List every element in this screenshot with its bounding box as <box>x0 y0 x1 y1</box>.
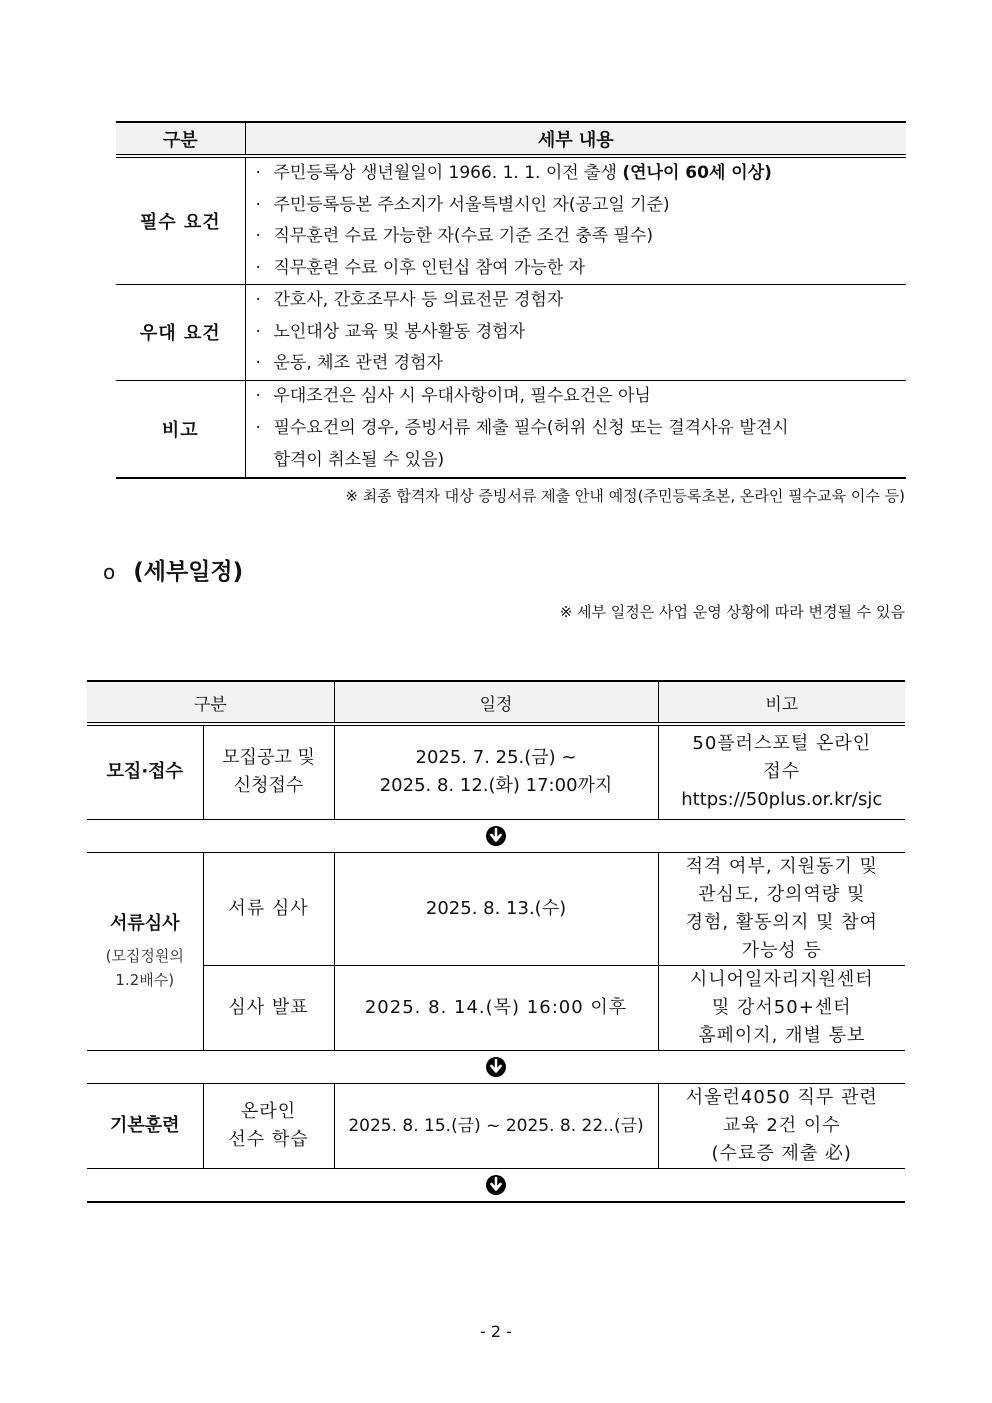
list-item: · 주민등록상 생년월일이 1966. 1. 1. 이전 출생 (연나이 60세 이상) <box>255 163 772 183</box>
row-preferred <box>116 285 906 381</box>
remark-cell: 서울런4050 직무 관련 교육 2건 이수 (수료증 제출 必) <box>658 1083 905 1168</box>
row-result-announcement <box>87 965 905 1050</box>
row-required <box>116 156 906 285</box>
schedule-note: ※ 세부 일정은 사업 운영 상황에 따라 변경될 수 있음 <box>559 603 905 621</box>
section-title: (세부일정) <box>133 559 244 585</box>
footnote: ※ 최종 합격자 대상 증빙서류 제출 안내 예정(주민등록초본, 온라인 필수교육 이수 등) <box>345 487 905 505</box>
remark-cell: 시니어일자리지원센터 및 강서50+센터 홈페이지, 개별 통보 <box>658 965 905 1050</box>
row-basic-training <box>87 1083 905 1168</box>
list-item: · 직무훈련 수료 가능한 자(수료 기준 조건 충족 필수) <box>255 226 654 246</box>
section-marker: o <box>103 560 116 584</box>
row-remarks <box>116 380 906 478</box>
category-label: 서류심사 (모집정원의 1.2배수) <box>87 852 203 1050</box>
list-item: · 필수요건의 경우, 증빙서류 제출 필수(허위 신청 또는 결격사유 발견시 합격이 취소될 수 있음) <box>255 418 789 471</box>
category-sublabel: (모집정원의 1.2배수) <box>105 947 184 989</box>
header-details: 세부 내용 <box>245 122 906 156</box>
category-label: 필수 요건 <box>116 156 245 285</box>
remark-cell: 50플러스포털 온라인 접수 https://50plus.or.kr/sjc <box>658 724 905 819</box>
arrow-down-circle-icon <box>485 825 507 847</box>
list-item: · 주민등록등본 주소지가 서울특별시인 자(공고일 기준) <box>255 194 670 215</box>
flow-arrow-row <box>87 819 905 852</box>
list-item: · 간호사, 간호조무사 등 의료전문 경험자 <box>255 290 564 310</box>
schedule-table <box>87 680 905 1203</box>
row-recruit <box>87 724 905 819</box>
list-item: · 우대조건은 심사 시 우대사항이며, 필수요건은 아님 <box>255 385 651 406</box>
header-remarks: 비고 <box>658 681 905 724</box>
portal-link: https://50plus.or.kr/sjc <box>681 789 883 811</box>
date-cell: 2025. 8. 14.(목) 16:00 이후 <box>334 965 658 1050</box>
arrow-down-circle-icon <box>485 1174 507 1196</box>
list-item: · 노인대상 교육 및 봉사활동 경험자 <box>255 321 526 342</box>
header-category: 구분 <box>87 681 334 724</box>
page-number: - 2 - <box>480 1322 512 1341</box>
date-cell: 2025. 8. 13.(수) <box>334 852 658 965</box>
step-cell: 심사 발표 <box>203 965 334 1050</box>
category-label: 우대 요건 <box>116 285 245 381</box>
category-label: 비고 <box>116 380 245 478</box>
row-document-review <box>87 852 905 965</box>
header-category: 구분 <box>116 122 245 156</box>
arrow-down-circle-icon <box>485 1056 507 1078</box>
requirements-table <box>116 121 906 479</box>
header-schedule: 일정 <box>334 681 658 724</box>
category-label: 기본훈련 <box>87 1083 203 1168</box>
section-heading <box>103 553 243 586</box>
flow-arrow-row <box>87 1050 905 1083</box>
list-item: · 운동, 체조 관련 경험자 <box>255 353 443 373</box>
date-cell: 2025. 7. 25.(금) ~ 2025. 8. 12.(화) 17:00까지 <box>334 724 658 819</box>
step-cell: 모집공고 및 신청접수 <box>203 724 334 819</box>
category-label: 모집·접수 <box>87 724 203 819</box>
step-cell: 온라인 선수 학습 <box>203 1083 334 1168</box>
remark-cell: 적격 여부, 지원동기 및 관심도, 강의역량 및 경험, 활동의지 및 참여 가능성 등 <box>658 852 905 965</box>
date-cell: 2025. 8. 15.(금) ~ 2025. 8. 22..(금) <box>334 1083 658 1168</box>
step-cell: 서류 심사 <box>203 852 334 965</box>
flow-arrow-row <box>87 1168 905 1202</box>
list-item: · 직무훈련 수료 이후 인턴십 참여 가능한 자 <box>255 257 586 278</box>
